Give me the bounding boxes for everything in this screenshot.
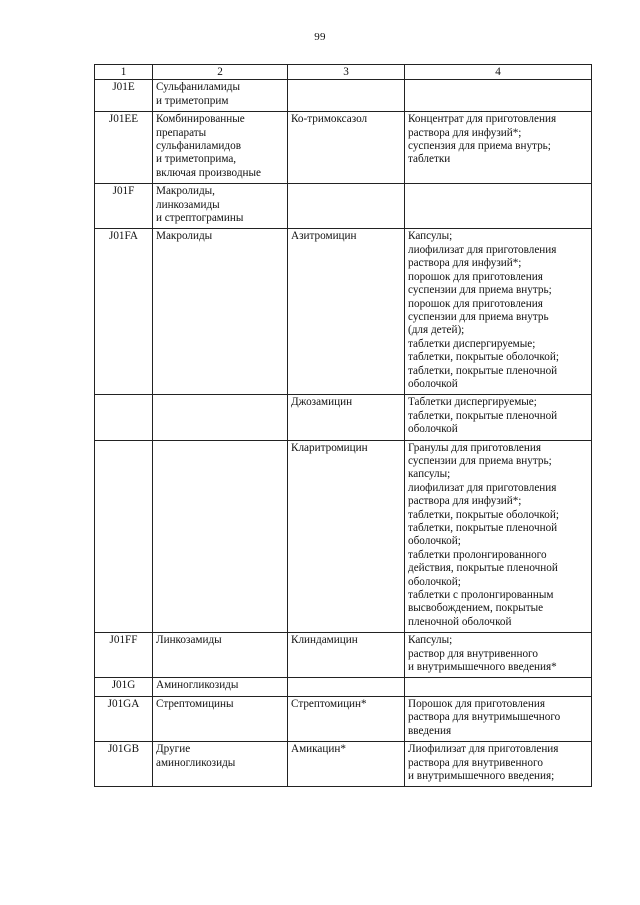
cell-text-line: Макролиды, bbox=[156, 185, 215, 198]
table-row bbox=[95, 742, 592, 787]
drug-name-cell bbox=[288, 80, 405, 112]
cell-text-line: Таблетки диспергируемые; bbox=[408, 396, 537, 409]
cell-text-line: раствора для внутривенного bbox=[408, 756, 543, 769]
cell-text-line: Лиофилизат для приготовления bbox=[408, 743, 559, 756]
cell-text-line: Макролиды bbox=[156, 230, 213, 243]
cell-text-line: раствора для инфузий*; bbox=[408, 257, 522, 270]
drug-name-cell bbox=[288, 184, 405, 229]
cell-text-line: и триметоприма, bbox=[156, 153, 237, 166]
cell-text-line: раствора для внутримышечного bbox=[408, 711, 561, 724]
cell-text-line: оболочкой; bbox=[408, 535, 461, 548]
table-row bbox=[95, 440, 592, 633]
drug-name-cell bbox=[288, 440, 405, 633]
cell-text-line: пленочной оболочкой bbox=[408, 615, 512, 628]
column-header: 3 bbox=[288, 65, 405, 80]
dosage-forms-cell bbox=[405, 395, 592, 440]
cell-text-line: Джозамицин bbox=[291, 396, 353, 409]
cell-text-line: оболочкой; bbox=[408, 575, 461, 588]
cell-text-line: Кларитромицин bbox=[291, 441, 368, 454]
cell-text-line: Стрептомицины bbox=[156, 697, 234, 710]
column-header: 4 bbox=[405, 65, 592, 80]
cell-text-line: оболочкой bbox=[408, 423, 458, 436]
cell-text-line: суспензии для приема внутрь bbox=[408, 310, 549, 323]
cell-text-line: таблетки, покрытые оболочкой; bbox=[408, 508, 559, 521]
drug-name-cell bbox=[288, 229, 405, 395]
group-cell bbox=[153, 678, 288, 696]
table-row bbox=[95, 184, 592, 229]
cell-text-line: суспензия для приема внутрь; bbox=[408, 140, 551, 153]
group-cell bbox=[153, 696, 288, 741]
dosage-forms-cell bbox=[405, 633, 592, 678]
table-row bbox=[95, 112, 592, 184]
cell-text-line: Другие bbox=[156, 743, 191, 756]
cell-text-line: сульфаниламидов bbox=[156, 140, 241, 153]
drug-table bbox=[94, 64, 592, 787]
group-cell bbox=[153, 184, 288, 229]
table-row bbox=[95, 696, 592, 741]
dosage-forms-cell bbox=[405, 184, 592, 229]
drug-name-cell bbox=[288, 395, 405, 440]
table-row bbox=[95, 395, 592, 440]
atc-code-cell: J01EE bbox=[95, 112, 153, 184]
atc-code-cell: J01GB bbox=[95, 742, 153, 787]
drug-name-cell bbox=[288, 678, 405, 696]
group-cell bbox=[153, 633, 288, 678]
group-cell bbox=[153, 395, 288, 440]
cell-text-line: раствора для инфузий*; bbox=[408, 495, 522, 508]
atc-code-cell: J01FF bbox=[95, 633, 153, 678]
cell-text-line: линкозамиды bbox=[156, 198, 220, 211]
cell-text-line: суспензии для приема внутрь; bbox=[408, 284, 552, 297]
atc-code-cell: J01GA bbox=[95, 696, 153, 741]
dosage-forms-cell bbox=[405, 80, 592, 112]
cell-text-line: Сульфаниламиды bbox=[156, 81, 240, 94]
cell-text-line: и внутримышечного введения; bbox=[408, 769, 555, 782]
table-row bbox=[95, 678, 592, 696]
atc-code-cell: J01F bbox=[95, 184, 153, 229]
column-header: 2 bbox=[153, 65, 288, 80]
atc-code-cell: J01FA bbox=[95, 229, 153, 395]
cell-text-line: лиофилизат для приготовления bbox=[408, 243, 557, 256]
dosage-forms-cell bbox=[405, 742, 592, 787]
cell-text-line: Капсулы; bbox=[408, 634, 453, 647]
cell-text-line: Азитромицин bbox=[291, 230, 357, 243]
cell-text-line: таблетки, покрытые пленочной bbox=[408, 409, 558, 422]
cell-text-line: действия, покрытые пленочной bbox=[408, 562, 558, 575]
cell-text-line: введения bbox=[408, 724, 452, 737]
cell-text-line: включая производные bbox=[156, 166, 261, 179]
cell-text-line: раствор для внутривенного bbox=[408, 647, 538, 660]
table-row bbox=[95, 80, 592, 112]
cell-text-line: Амикацин* bbox=[291, 743, 346, 756]
cell-text-line: таблетки bbox=[408, 153, 451, 166]
cell-text-line: Линкозамиды bbox=[156, 634, 222, 647]
cell-text-line: капсулы; bbox=[408, 468, 451, 481]
cell-text-line: Аминогликозиды bbox=[156, 679, 239, 692]
table-body bbox=[95, 80, 592, 787]
page-number: 99 bbox=[314, 31, 326, 43]
atc-code-cell: J01E bbox=[95, 80, 153, 112]
cell-text-line: таблетки пролонгированного bbox=[408, 548, 547, 561]
group-cell bbox=[153, 229, 288, 395]
cell-text-line: Ко-тримоксазол bbox=[291, 113, 368, 126]
cell-text-line: раствора для инфузий*; bbox=[408, 126, 522, 139]
dosage-forms-cell bbox=[405, 696, 592, 741]
dosage-forms-cell bbox=[405, 112, 592, 184]
cell-text-line: Клиндамицин bbox=[291, 634, 358, 647]
cell-text-line: оболочкой bbox=[408, 377, 458, 390]
table-row bbox=[95, 633, 592, 678]
cell-text-line: Комбинированные bbox=[156, 113, 245, 126]
cell-text-line: и внутримышечного введения* bbox=[408, 661, 557, 674]
drug-name-cell bbox=[288, 112, 405, 184]
cell-text-line: аминогликозиды bbox=[156, 756, 236, 769]
table-row bbox=[95, 229, 592, 395]
cell-text-line: препараты bbox=[156, 126, 207, 139]
cell-text-line: таблетки с пролонгированным bbox=[408, 589, 554, 602]
cell-text-line: Концентрат для приготовления bbox=[408, 113, 557, 126]
dosage-forms-cell bbox=[405, 440, 592, 633]
group-cell bbox=[153, 80, 288, 112]
cell-text-line: Стрептомицин* bbox=[291, 697, 367, 710]
cell-text-line: и стрептограмины bbox=[156, 212, 244, 225]
cell-text-line: таблетки, покрытые пленочной bbox=[408, 522, 558, 534]
group-cell bbox=[153, 112, 288, 184]
drug-name-cell bbox=[288, 742, 405, 787]
drug-name-cell bbox=[288, 633, 405, 678]
cell-text-line: и триметоприм bbox=[156, 94, 229, 107]
cell-text-line: лиофилизат для приготовления bbox=[408, 481, 557, 494]
cell-text-line: высвобождением, покрытые bbox=[408, 602, 544, 615]
table-header-row bbox=[95, 65, 592, 80]
group-cell bbox=[153, 440, 288, 633]
drug-name-cell bbox=[288, 696, 405, 741]
cell-text-line: (для детей); bbox=[408, 324, 465, 337]
cell-text-line: Порошок для приготовления bbox=[408, 697, 545, 710]
cell-text-line: таблетки, покрытые пленочной bbox=[408, 364, 558, 377]
group-cell bbox=[153, 742, 288, 787]
cell-text-line: суспензии для приема внутрь; bbox=[408, 454, 552, 467]
atc-code-cell: J01G bbox=[95, 678, 153, 696]
cell-text-line: Гранулы для приготовления bbox=[408, 441, 541, 454]
column-header: 1 bbox=[95, 65, 153, 80]
cell-text-line: порошок для приготовления bbox=[408, 270, 543, 283]
atc-code-cell bbox=[95, 395, 153, 440]
cell-text-line: таблетки диспергируемые; bbox=[408, 337, 536, 350]
dosage-forms-cell bbox=[405, 678, 592, 696]
cell-text-line: порошок для приготовления bbox=[408, 297, 543, 310]
cell-text-line: таблетки, покрытые оболочкой; bbox=[408, 351, 559, 364]
atc-code-cell bbox=[95, 440, 153, 633]
cell-text-line: Капсулы; bbox=[408, 230, 453, 243]
dosage-forms-cell bbox=[405, 229, 592, 395]
